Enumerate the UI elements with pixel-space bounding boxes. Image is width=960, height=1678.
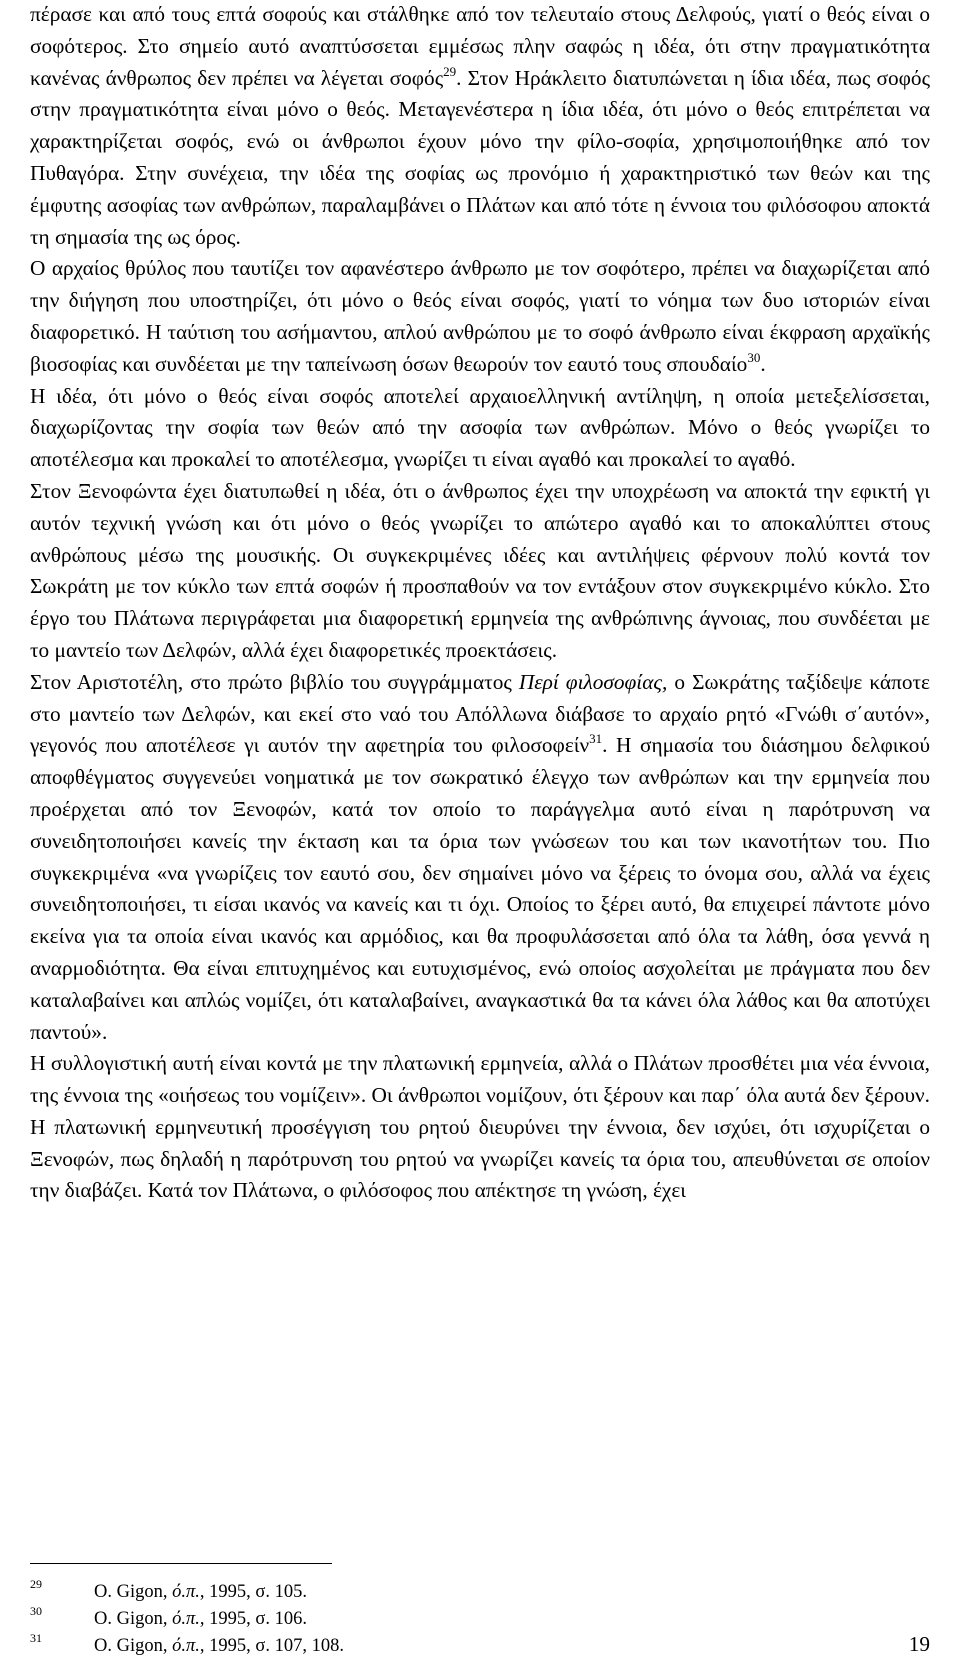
footnotes bbox=[30, 1577, 930, 1661]
paragraph-2 bbox=[30, 253, 930, 380]
footnote-text bbox=[94, 1634, 344, 1658]
book-title: Περί φιλοσοφίας, bbox=[518, 669, 668, 694]
footnote-author: O. Gigon, bbox=[94, 1582, 173, 1602]
footnote-text bbox=[94, 1607, 307, 1631]
paragraph-5-text-c: . Η σημασία του διάσημου δελφικού αποφθέγματος συγγενεύει νοηματικά με τον σωκρατικό έλεγχο των ανθρώπων και την ερμηνεία που προέρχεται από τον Ξενοφών, κατά τον οποίο το παράγγελμα αυτό είναι η παρότρυνση να συνειδητοποιήσει κανείς την έκταση και τα όρια των γνώσεων του και των ικανοτήτων του. Πιο συγκεκριμένα «να γνωρίζεις τον εαυτό σου, δεν σημαίνει μόνο να ξέρεις το όνομα σου, αλλά να έχεις συνειδητοποιήσει, τι είσαι ικανός να κανείς και τι όχι. Οποίος το ξέρει αυτό, θα επιχειρεί πάντοτε μόνο εκείνα για τα οποία είναι ικανός και αρμόδιος, και θα προφυλάσσεται από όλα τα λάθη, όσα γεννά η αναρμοδιότητα. Θα είναι επιτυχημένος και ευτυχισμένος, ενώ οποίος ασχολείται με πράγματα που δεν καταλαβαίνει και απλώς νομίζει, ότι καταλαβαίνει, αναγκαστικά θα τα κάνει όλα λάθος και θα αποτύχει παντού». bbox=[30, 733, 930, 1044]
footnote-item bbox=[30, 1577, 930, 1607]
footnote-citation: , 1995, σ. 105. bbox=[199, 1582, 308, 1602]
footnote-author: O. Gigon, bbox=[94, 1609, 173, 1629]
paragraph-1-text-b: . Στον Ηράκλειτο διατυπώνεται η ίδια ιδέα, πως σοφός στην πραγματικότητα είναι μόνο ο θεός. Μεταγενέστερα η ίδια ιδέα, ότι μόνο ο θεός επιτρέπεται να χαρακτηρίζεται σοφός, ενώ οι άνθρωποι έχουν μόνο την φίλο-σοφία, χρησιμοποιήθηκε από τον Πυθαγόρα. Στην συνέχεια, την ιδέα της σοφίας ως προνόμιο ή χαρακτηριστικό των θεών και της έμφυτης ασοφίας των ανθρώπων, παραλαμβάνει ο Πλάτων και από τότε η έννοια του φιλόσοφου αποκτά τη σημασία της ως όρος. bbox=[30, 65, 930, 249]
paragraph-5 bbox=[30, 667, 930, 1049]
paragraph-1 bbox=[30, 0, 930, 253]
footnote-citation: , 1995, σ. 106. bbox=[199, 1609, 308, 1629]
footnote-ref-30[interactable]: 30 bbox=[747, 349, 761, 365]
page-number: 19 bbox=[908, 1632, 930, 1656]
footnote-item bbox=[30, 1631, 930, 1661]
footnote-op-cit: ό.π. bbox=[172, 1609, 200, 1629]
paragraph-1-text-a: πέρασε και από τους επτά σοφούς και στάλθηκε από τον τελευταίο στους Δελφούς, γιατί ο θεός είναι ο σοφότερος. Στο σημείο αυτό αναπτύσσεται εμμέσως πλην σαφώς η ιδέα, ότι στην πραγματικότητα κανένας άνθρωπος δεν πρέπει να λέγεται σοφός bbox=[30, 2, 930, 90]
footnote-op-cit: ό.π. bbox=[172, 1582, 200, 1602]
footnote-number: 31 bbox=[30, 1631, 42, 1645]
footnote-ref-29[interactable]: 29 bbox=[443, 63, 457, 79]
footnote-text bbox=[94, 1580, 307, 1604]
paragraph-2-text-b: . bbox=[760, 351, 766, 376]
paragraph-5-text-a: Στον Αριστοτέλη, στο πρώτο βιβλίο του συγγράμματος bbox=[30, 669, 519, 694]
footnote-citation: , 1995, σ. 107, 108. bbox=[199, 1636, 345, 1656]
body-text bbox=[30, 0, 930, 1207]
footnote-number: 29 bbox=[30, 1577, 42, 1591]
footnote-author: O. Gigon, bbox=[94, 1636, 173, 1656]
footnote-ref-31[interactable]: 31 bbox=[589, 731, 603, 747]
paragraph-5-text-b: ο Σωκράτης ταξίδεψε κάποτε στο μαντείο των Δελφών, και εκεί στο ναό του Απόλλωνα διάβασε το αρχαίο ρητό «Γνώθι σ΄αυτόν», γεγονός που αποτέλεσε γι αυτόν την αφετηρία του φιλοσοφείν bbox=[30, 669, 930, 758]
paragraph-4: Στον Ξενοφώντα έχει διατυπωθεί η ιδέα, ότι ο άνθρωπος έχει την υποχρέωση να αποκτά την εφικτή γι αυτόν τεχνική γνώση και ότι μόνο ο θεός γνωρίζει το απώτερο αγαθό και το αποκαλύπτει στους ανθρώπους μέσω της μουσικής. Οι συγκεκριμένες ιδέες και αντιλήψεις φέρνουν πολύ κοντά τον Σωκράτη με τον κύκλο των επτά σοφών ή προσπαθούν να τον εντάξουν στον συγκεκριμένο κύκλο. Στο έργο του Πλάτωνα περιγράφεται μια διαφορετική ερμηνεία της ανθρώπινης άγνοιας, που συνδέεται με το μαντείο των Δελφών, αλλά έχει διαφορετικές προεκτάσεις. bbox=[30, 478, 930, 662]
paragraph-2-text-a: Ο αρχαίος θρύλος που ταυτίζει τον αφανέστερο άνθρωπο με τον σοφότερο, πρέπει να διαχωρίζεται από την διήγηση που υποστηρίζει, ότι μόνο ο θεός είναι σοφός, γιατί το νόημα των δυο ιστοριών είναι διαφορετικό. Η ταύτιση του ασήμαντου, απλού ανθρώπου με το σοφό άνθρωπο είναι έκφραση αρχαϊκής βιοσοφίας και συνδέεται με την ταπείνωση όσων θεωρούν τον εαυτό τους σπουδαίο bbox=[30, 256, 930, 376]
page-content bbox=[30, 0, 930, 1678]
footnote-number: 30 bbox=[30, 1604, 42, 1618]
footnote-op-cit: ό.π. bbox=[172, 1636, 200, 1656]
paragraph-3: Η ιδέα, ότι μόνο ο θεός είναι σοφός αποτελεί αρχαιοελληνική αντίληψη, η οποία μετεξελίσσεται, διαχωρίζοντας την σοφία των θεών από την ασοφία των ανθρώπων. Μόνο ο θεός γνωρίζει το αποτέλεσμα και προκαλεί το αποτέλεσμα, γνωρίζει τι είναι αγαθό και προκαλεί το αγαθό. bbox=[30, 383, 930, 472]
paragraph-6: Η συλλογιστική αυτή είναι κοντά με την πλατωνική ερμηνεία, αλλά ο Πλάτων προσθέτει μια νέα έννοια, της έννοια της «οιήσεως του νομίζειν». Οι άνθρωποι νομίζουν, ότι ξέρουν και παρ΄ όλα αυτά δεν ξέρουν. Η πλατωνική ερμηνευτική προσέγγιση του ρητού διευρύνει την έννοια, δεν ισχύει, ότι ισχυρίζεται ο Ξενοφών, πως δηλαδή η παρότρυνση του ρητού να γνωρίζει κανείς τα όρια του, απευθύνεται σε οποίον την διαβάζει. Κατά τον Πλάτωνα, ο φιλόσοφος που απέκτησε τη γνώση, έχει bbox=[30, 1051, 930, 1203]
footnote-separator bbox=[30, 1563, 332, 1564]
footnote-item bbox=[30, 1604, 930, 1634]
